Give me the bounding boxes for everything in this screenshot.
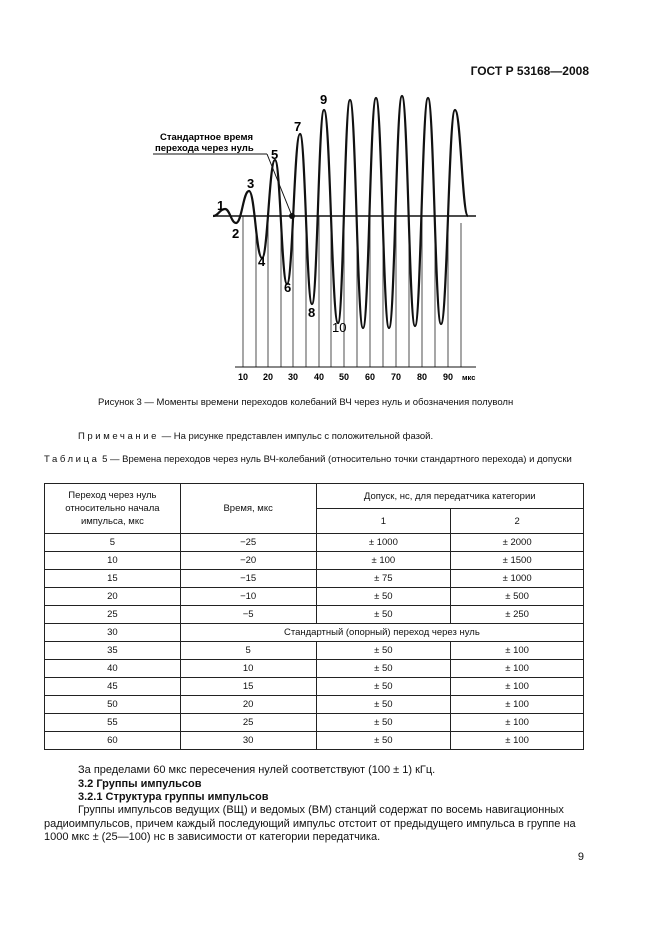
halfwave-label-3: 3 <box>247 176 255 191</box>
tick-40: 40 <box>313 372 325 382</box>
table-row <box>45 660 584 678</box>
cell-time: 5 <box>180 642 316 660</box>
table-row <box>45 606 584 624</box>
halfwave-label-8: 8 <box>308 305 316 320</box>
cell-tol-2: ± 100 <box>451 678 584 696</box>
halfwave-label-4: 4 <box>258 254 266 269</box>
cell-tol-2: ± 1500 <box>451 552 584 570</box>
table-row <box>45 552 584 570</box>
tick-30: 30 <box>287 372 299 382</box>
table-row <box>45 732 584 750</box>
waveform-diagram <box>150 88 480 388</box>
tick-50: 50 <box>338 372 350 382</box>
tick-20: 20 <box>262 372 274 382</box>
std-label-line2: перехода через нуль <box>155 143 254 154</box>
after-table-text: За пределами 60 мкс пересечения нулей соответствуют (100 ± 1) кГц. <box>78 764 436 776</box>
cell-time: −25 <box>180 534 316 552</box>
cell-tol-2: ± 1000 <box>451 570 584 588</box>
table-row <box>45 714 584 732</box>
table-title <box>44 453 584 467</box>
cell-tol-1: ± 50 <box>316 696 451 714</box>
cell-crossing: 10 <box>45 552 181 570</box>
cell-crossing: 40 <box>45 660 181 678</box>
note-label: Примечание <box>78 431 159 442</box>
section-heading-3-2: 3.2 Группы импульсов <box>78 778 202 790</box>
halfwave-label-2: 2 <box>232 226 240 241</box>
cell-crossing: 50 <box>45 696 181 714</box>
axis-unit: мкс <box>462 373 476 382</box>
tolerance-table <box>44 483 584 750</box>
table-row <box>45 642 584 660</box>
col-header-time: Время, мкс <box>180 484 316 534</box>
cell-time: −10 <box>180 588 316 606</box>
cell-crossing: 25 <box>45 606 181 624</box>
rf-waveform <box>213 96 468 328</box>
cell-tol-2: ± 2000 <box>451 534 584 552</box>
tick-60: 60 <box>364 372 376 382</box>
note-text: — На рисунке представлен импульс с положительной фазой. <box>159 431 434 442</box>
cell-time: 30 <box>180 732 316 750</box>
cell-time: 15 <box>180 678 316 696</box>
table-row-reference <box>45 624 584 642</box>
cell-time: 20 <box>180 696 316 714</box>
cell-crossing: 55 <box>45 714 181 732</box>
table-row <box>45 678 584 696</box>
table-row <box>45 534 584 552</box>
col-header-crossing: Переход через нуль относительно начала импульса, мкс <box>45 484 181 534</box>
cell-crossing: 60 <box>45 732 181 750</box>
cell-tol-1: ± 1000 <box>316 534 451 552</box>
cell-time: −5 <box>180 606 316 624</box>
halfwave-label-5: 5 <box>271 147 279 162</box>
cell-crossing: 45 <box>45 678 181 696</box>
cell-tol-1: ± 75 <box>316 570 451 588</box>
cell-time: 10 <box>180 660 316 678</box>
cell-tol-1: ± 50 <box>316 660 451 678</box>
cell-tol-2: ± 100 <box>451 696 584 714</box>
table-row <box>45 570 584 588</box>
table-title-label: Таблица <box>44 454 100 465</box>
halfwave-label-10: 10 <box>332 320 347 335</box>
cell-tol-1: ± 50 <box>316 606 451 624</box>
figure-3 <box>150 88 480 388</box>
col-header-tolerance: Допуск, нс, для передатчика категории <box>316 484 583 509</box>
cell-tol-1: ± 50 <box>316 588 451 606</box>
cell-reference-text: Стандартный (опорный) переход через нуль <box>180 624 583 642</box>
cell-tol-1: ± 50 <box>316 642 451 660</box>
cell-tol-1: ± 50 <box>316 678 451 696</box>
cell-tol-1: ± 50 <box>316 714 451 732</box>
cell-tol-1: ± 50 <box>316 732 451 750</box>
cell-crossing: 35 <box>45 642 181 660</box>
cell-time: −20 <box>180 552 316 570</box>
standard-number: ГОСТ Р 53168—2008 <box>470 64 589 78</box>
note <box>78 431 433 442</box>
paragraph-group-structure: Группы импульсов ведущих (ВЩ) и ведомых (ВМ) станций содержат по восемь навигационных радиоимпульсов, причем каждый последующий импульс отстоит от предыдущего импульса в группе на 1000 мкс ± (25—100) нс в зависимости от категории передатчика. <box>44 804 576 843</box>
halfwave-label-9: 9 <box>320 92 328 107</box>
tick-10: 10 <box>237 372 249 382</box>
cell-tol-2: ± 100 <box>451 642 584 660</box>
halfwave-label-6: 6 <box>284 280 292 295</box>
cell-tol-2: ± 100 <box>451 732 584 750</box>
section-heading-3-2-1: 3.2.1 Структура группы импульсов <box>78 791 269 803</box>
table-title-text: 5 — Времена переходов через нуль ВЧ-колебаний (относительно точки стандартного перехода) и допуски <box>99 454 572 465</box>
cell-time: −15 <box>180 570 316 588</box>
cell-tol-2: ± 250 <box>451 606 584 624</box>
table-row <box>45 696 584 714</box>
cell-tol-2: ± 500 <box>451 588 584 606</box>
cell-tol-1: ± 100 <box>316 552 451 570</box>
cell-time: 25 <box>180 714 316 732</box>
col-header-category-2: 2 <box>451 509 584 534</box>
col-header-category-1: 1 <box>316 509 451 534</box>
halfwave-label-7: 7 <box>294 119 302 134</box>
cell-crossing: 5 <box>45 534 181 552</box>
table-row <box>45 588 584 606</box>
tick-70: 70 <box>390 372 402 382</box>
cell-tol-2: ± 100 <box>451 714 584 732</box>
tick-90: 90 <box>442 372 454 382</box>
std-label-line1: Стандартное время <box>160 132 254 143</box>
cell-crossing: 15 <box>45 570 181 588</box>
figure-caption: Рисунок 3 — Моменты времени переходов колебаний ВЧ через нуль и обозначения полуволн <box>98 397 514 408</box>
cell-crossing: 30 <box>45 624 181 642</box>
page-number: 9 <box>577 851 584 863</box>
halfwave-label-1: 1 <box>217 198 225 213</box>
cell-crossing: 20 <box>45 588 181 606</box>
cell-tol-2: ± 100 <box>451 660 584 678</box>
tick-80: 80 <box>416 372 428 382</box>
